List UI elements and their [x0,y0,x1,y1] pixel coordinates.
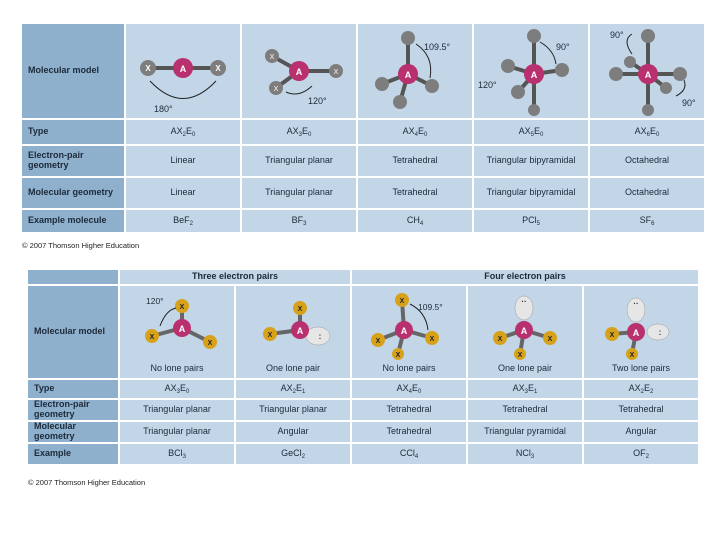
epg-cell: Triangular planar [242,146,356,176]
svg-text:X: X [399,298,405,306]
type-cell: $AX_5E_0$ [474,120,588,144]
svg-text:A: A [644,70,652,80]
model-caption: One lone pair [497,363,553,374]
model-ax2e2 [584,286,698,378]
svg-text:X: X [517,352,523,360]
example-cell: $CH_4$ [358,210,472,232]
svg-text:A: A [296,326,304,337]
row-label-example: Example [28,444,118,464]
type-cell: $AX_4E_0$ [358,120,472,144]
model-caption: Two lone pairs [611,363,671,374]
type-cell: $AX_3E_1$ [468,380,582,398]
group-header-four-pairs: Four electron pairs [352,270,698,284]
example-cell: CCl$_4$ [352,444,466,464]
svg-text:A: A [295,67,303,77]
svg-text:··: ·· [633,299,639,309]
row-label-molecular-geometry: Molecular geometry [28,422,118,442]
row-label-type: Type [22,120,124,144]
svg-text:··: ·· [521,297,527,307]
type-cell: $AX_2E_0$ [126,120,240,144]
model-triangular-planar [242,24,356,118]
model-triangular-bipyramidal [474,24,588,118]
svg-text:A: A [404,70,412,80]
epg-cell: Tetrahedral [584,400,698,420]
row-label-molecular-model: Molecular model [28,286,118,378]
svg-text:X: X [269,54,275,61]
mg-cell: Linear [126,178,240,208]
row-label-electron-pair-geometry: Electron-pair geometry [22,146,124,176]
model-caption: No lone pairs [382,363,436,374]
row-label-electron-pair-geometry: Electron-pair geometry [28,400,118,420]
svg-text:X: X [145,64,151,73]
example-cell: PCl$_5$ [474,210,588,232]
example-cell: BCl$_3$ [120,444,234,464]
model-caption: No lone pairs [150,363,204,374]
mg-cell: Angular [584,422,698,442]
model-tetrahedral [358,24,472,118]
type-cell: $AX_4E_0$ [352,380,466,398]
svg-text:X: X [215,64,221,73]
epg-cell: Octahedral [590,146,704,176]
svg-text:X: X [273,86,279,93]
example-cell: $OF_2$ [584,444,698,464]
atom-label-a: A [179,64,187,74]
svg-text:X: X [179,304,185,312]
epg-cell: Triangular bipyramidal [474,146,588,176]
svg-text:120°: 120° [308,96,327,106]
header-blank [28,270,118,284]
row-label-example-molecule: Example molecule [22,210,124,232]
svg-text:A: A [520,326,528,337]
type-cell: $AX_2E_2$ [584,380,698,398]
svg-text:A: A [632,328,640,339]
svg-text:90°: 90° [556,42,570,52]
model-ax3e0 [120,286,234,378]
vsepr-table-bottom [26,268,700,466]
svg-text:X: X [429,336,435,344]
svg-text:X: X [297,306,303,314]
example-cell: GeCl$_2$ [236,444,350,464]
epg-cell: Tetrahedral [352,400,466,420]
model-ax2e1 [236,286,350,378]
svg-text:120°: 120° [478,80,497,90]
svg-text:X: X [375,338,381,346]
svg-text::: : [658,328,662,338]
epg-cell: Linear [126,146,240,176]
example-cell: BeF$_2$ [126,210,240,232]
svg-text:109.5°: 109.5° [424,42,451,52]
svg-text:X: X [333,69,339,76]
model-caption: One lone pair [265,363,321,374]
svg-text:A: A [530,70,538,80]
angle-label: 180° [154,104,173,114]
example-cell: $SF_6$ [590,210,704,232]
mg-cell: Triangular pyramidal [468,422,582,442]
mg-cell: Octahedral [590,178,704,208]
svg-text:X: X [207,340,213,348]
svg-text:X: X [149,334,155,342]
svg-text::: : [318,332,322,342]
row-label-molecular-model: Molecular model [22,24,124,118]
group-header-three-pairs: Three electron pairs [120,270,350,284]
type-cell: $AX_6E_0$ [590,120,704,144]
model-linear [126,24,240,118]
copyright-bottom: © 2007 Thomson Higher Education [28,478,146,487]
svg-text:X: X [267,332,273,340]
epg-cell: Triangular planar [236,400,350,420]
example-cell: $BF_3$ [242,210,356,232]
svg-text:X: X [547,336,553,344]
type-cell: $AX_2E_1$ [236,380,350,398]
epg-cell: Tetrahedral [358,146,472,176]
mg-cell: Angular [236,422,350,442]
mg-cell: Triangular planar [242,178,356,208]
copyright-top: © 2007 Thomson Higher Education [22,241,140,250]
row-label-molecular-geometry: Molecular geometry [22,178,124,208]
svg-text:X: X [629,352,635,360]
mg-cell: Tetrahedral [352,422,466,442]
svg-text:X: X [395,352,401,360]
type-cell: $AX_3E_0$ [120,380,234,398]
example-cell: NCl$_3$ [468,444,582,464]
epg-cell: Triangular planar [120,400,234,420]
model-ax3e1 [468,286,582,378]
row-label-type: Type [28,380,118,398]
type-cell: $AX_3E_0$ [242,120,356,144]
svg-text:A: A [400,326,408,337]
svg-text:109.5°: 109.5° [418,302,443,313]
mg-cell: Triangular bipyramidal [474,178,588,208]
svg-text:X: X [609,332,615,340]
svg-text:A: A [178,324,186,335]
svg-text:90°: 90° [610,30,624,40]
mg-cell: Triangular planar [120,422,234,442]
svg-text:X: X [497,336,503,344]
svg-text:120°: 120° [146,296,164,307]
vsepr-table-top [20,22,706,234]
model-ax4e0 [352,286,466,378]
model-octahedral [590,24,704,118]
mg-cell: Tetrahedral [358,178,472,208]
epg-cell: Tetrahedral [468,400,582,420]
svg-text:90°: 90° [682,98,696,108]
